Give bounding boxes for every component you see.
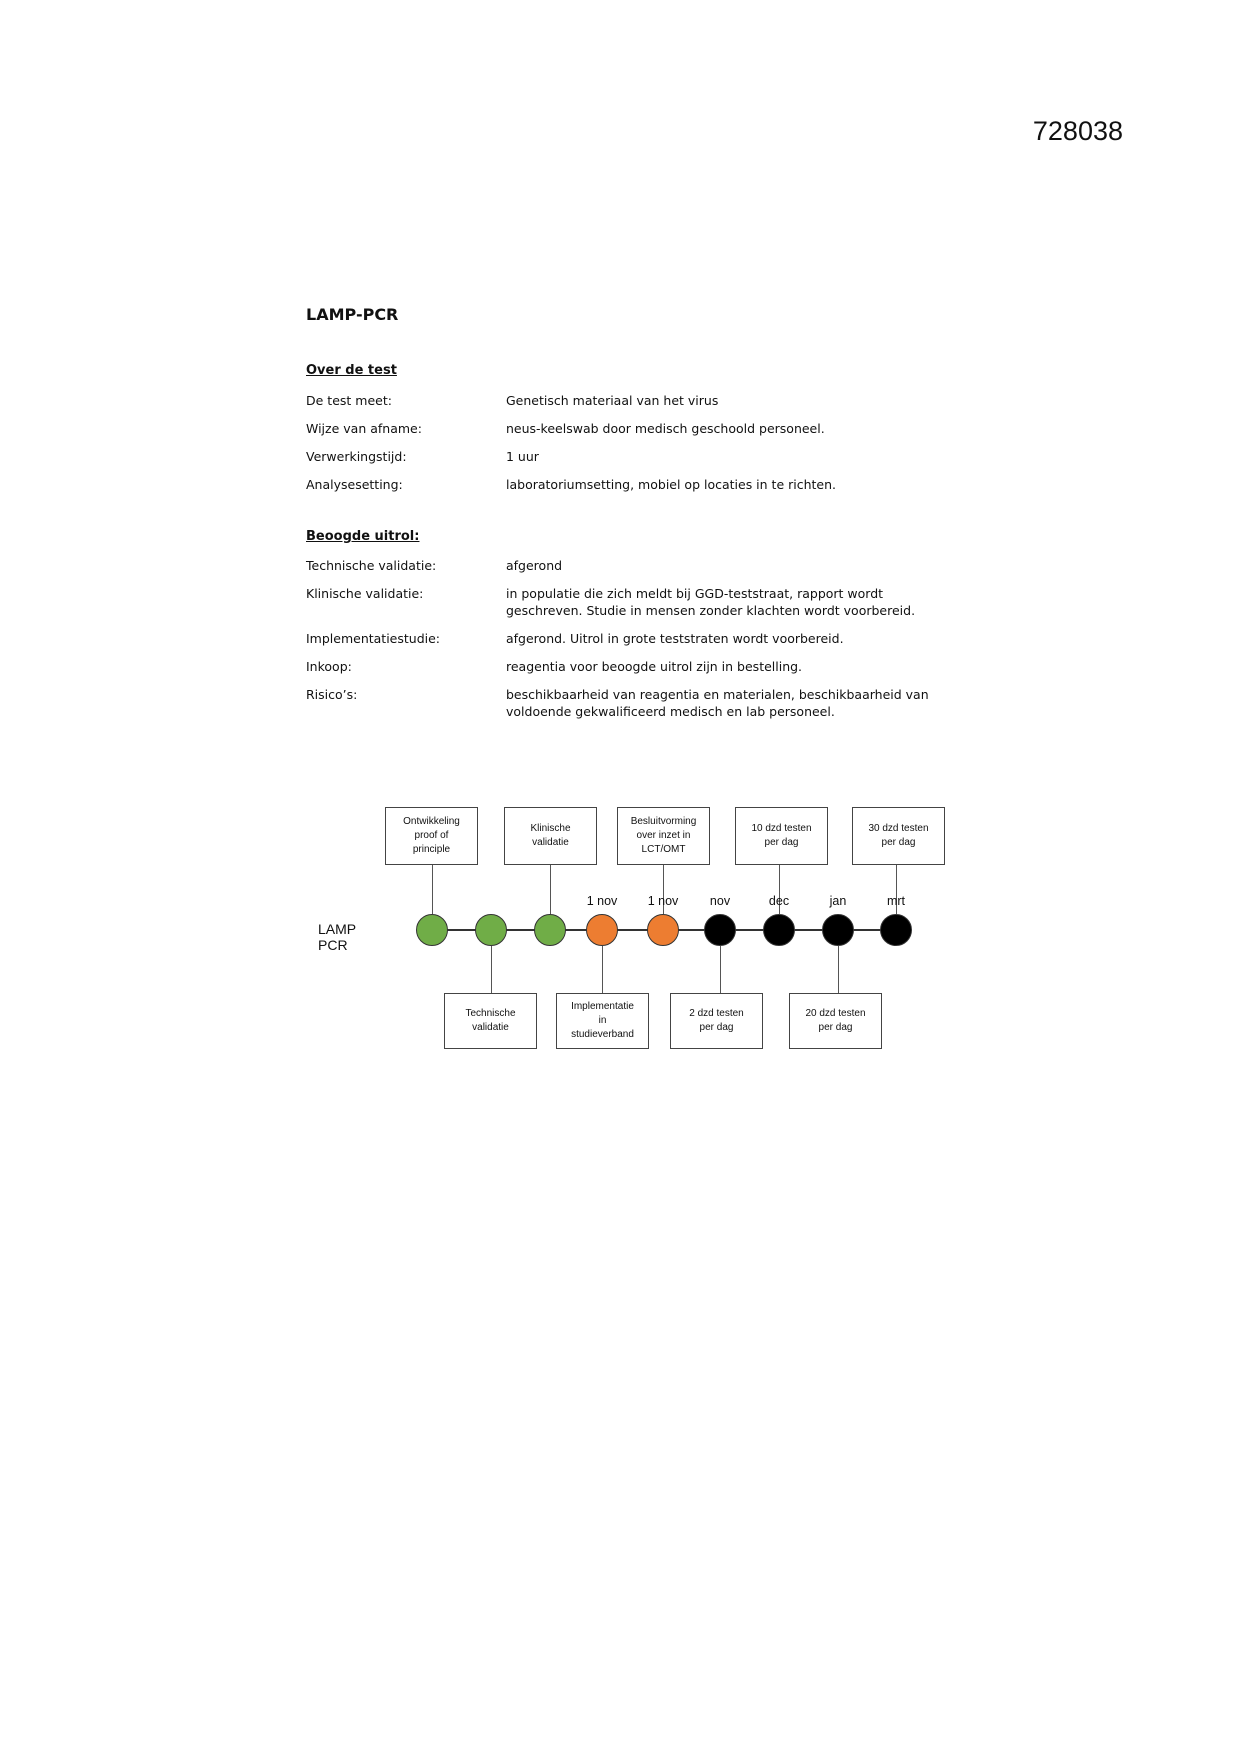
timeline-node bbox=[822, 914, 854, 946]
timeline-date-label: jan bbox=[829, 894, 847, 908]
section-heading-over-de-test: Over de test bbox=[306, 363, 397, 378]
info-value: laboratoriumsetting, mobiel op locaties in te richten. bbox=[506, 477, 837, 492]
info-value: neus-keelswab door medisch geschoold personeel. bbox=[506, 421, 825, 436]
milestone-box: Technische validatie bbox=[444, 993, 537, 1049]
timeline-node bbox=[763, 914, 795, 946]
info-label: De test meet: bbox=[306, 393, 392, 408]
info-value: afgerond bbox=[506, 558, 563, 573]
milestone-box: 20 dzd testen per dag bbox=[789, 993, 882, 1049]
timeline-node bbox=[647, 914, 679, 946]
info-label: Inkoop: bbox=[306, 659, 352, 674]
info-value: Genetisch materiaal van het virus bbox=[506, 393, 719, 408]
info-value: reagentia voor beoogde uitrol zijn in bestelling. bbox=[506, 659, 803, 674]
timeline-node bbox=[880, 914, 912, 946]
timeline-node bbox=[475, 914, 507, 946]
info-value: afgerond. Uitrol in grote teststraten wordt voorbereid. bbox=[506, 631, 844, 646]
connector-line bbox=[720, 946, 721, 993]
timeline-date-label: dec bbox=[768, 894, 790, 908]
timeline-date-label: 1 nov bbox=[647, 894, 679, 908]
connector-line bbox=[491, 946, 492, 993]
connector-line bbox=[838, 946, 839, 993]
info-label: Verwerkingstijd: bbox=[306, 449, 407, 464]
info-label: Risico’s: bbox=[306, 687, 358, 702]
info-label: Implementatiestudie: bbox=[306, 631, 441, 646]
timeline-node bbox=[416, 914, 448, 946]
milestone-box: Ontwikkeling proof of principle bbox=[385, 807, 478, 865]
connector-line bbox=[602, 946, 603, 993]
timeline-date-label: mrt bbox=[886, 894, 906, 908]
milestone-box: 30 dzd testen per dag bbox=[852, 807, 945, 865]
milestone-box: Besluitvorming over inzet in LCT/OMT bbox=[617, 807, 710, 865]
section-heading-beoogde-uitrol: Beoogde uitrol: bbox=[306, 529, 420, 544]
page-title: LAMP-PCR bbox=[306, 305, 399, 324]
timeline-node bbox=[704, 914, 736, 946]
timeline-label: LAMP PCR bbox=[318, 921, 356, 953]
document-number: 728038 bbox=[1032, 116, 1123, 146]
timeline-date-label: 1 nov bbox=[586, 894, 618, 908]
milestone-box: 10 dzd testen per dag bbox=[735, 807, 828, 865]
connector-line bbox=[432, 865, 433, 914]
timeline-node bbox=[534, 914, 566, 946]
timeline-date-label: nov bbox=[709, 894, 731, 908]
info-label: Technische validatie: bbox=[306, 558, 437, 573]
info-value: in populatie die zich meldt bij GGD-teststraat, rapport wordt geschreven. Studie in mensen zonder klachten wordt voorbereid. bbox=[506, 586, 916, 618]
info-value: beschikbaarheid van reagentia en materialen, beschikbaarheid van voldoende gekwalificeerd medisch en lab personeel. bbox=[506, 687, 929, 719]
milestone-box: 2 dzd testen per dag bbox=[670, 993, 763, 1049]
info-label: Analysesetting: bbox=[306, 477, 403, 492]
timeline-node bbox=[586, 914, 618, 946]
info-label: Wijze van afname: bbox=[306, 421, 422, 436]
info-label: Klinische validatie: bbox=[306, 586, 424, 601]
connector-line bbox=[550, 865, 551, 914]
milestone-box: Implementatie in studieverband bbox=[556, 993, 649, 1049]
milestone-box: Klinische validatie bbox=[504, 807, 597, 865]
info-value: 1 uur bbox=[506, 449, 539, 464]
